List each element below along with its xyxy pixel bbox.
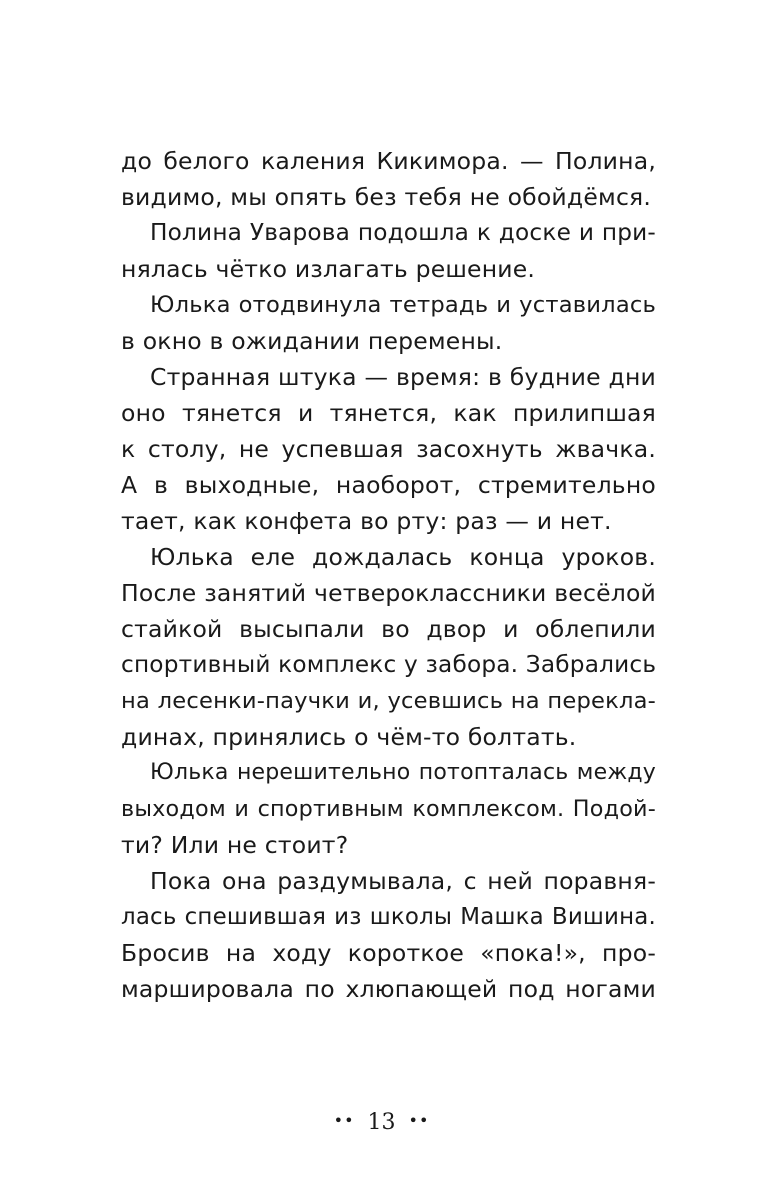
text-line: маршировала по хлюпающей под ногами [121, 975, 656, 1003]
text-line: лась спешившая из школы Машка Вишина. [121, 904, 656, 930]
text-line: Юлька нерешительно потопталась между [150, 760, 656, 785]
text-line: Странная штука — время: в будние дни [150, 363, 656, 391]
page-number-footer [0, 1108, 763, 1138]
text-line: оно тянется и тянется, как прилипшая [121, 399, 656, 427]
text-line: Пока она раздумывала, с ней поравня- [150, 867, 656, 895]
text-line: до белого каления Кикимора. — Полина, [121, 147, 656, 175]
page-number: 13 [367, 1110, 396, 1135]
text-line: выходом и спортивным комплексом. Подой- [121, 796, 656, 822]
text-line: стайкой высыпали во двор и облепили [121, 615, 656, 643]
text-line: А в выходные, наоборот, стремительно [121, 471, 656, 499]
body-text [121, 143, 656, 1007]
text-line: к столу, не успевшая засохнуть жвачка. [121, 435, 656, 463]
right-ornament: •• [408, 1111, 430, 1130]
text-line: Юлька еле дождалась конца уроков. [150, 543, 656, 571]
text-line: Полина Уварова подошла к доске и при- [150, 219, 656, 246]
left-ornament: •• [333, 1111, 355, 1130]
text-line: Юлька отодвинула тетрадь и уставилась [150, 292, 656, 318]
text-line: спортивный комплекс у забора. Забрались [121, 651, 657, 678]
text-line: видимо, мы опять без тебя не обойдёмся. [121, 183, 652, 211]
text-line: в окно в ожидании перемены. [121, 327, 503, 355]
text-line: нялась чётко излагать решение. [121, 255, 536, 283]
text-line: тает, как конфета во рту: раз — и нет. [121, 507, 612, 535]
text-line: Бросив на ходу короткое «пока!», про- [121, 939, 656, 967]
text-line: динах, принялись о чём-то болтать. [121, 723, 577, 751]
text-line: После занятий четвероклассники весёлой [121, 579, 656, 607]
text-line: ти? Или не стоит? [121, 831, 349, 859]
text-line: на лесенки-паучки и, усевшись на перекла- [121, 688, 656, 714]
